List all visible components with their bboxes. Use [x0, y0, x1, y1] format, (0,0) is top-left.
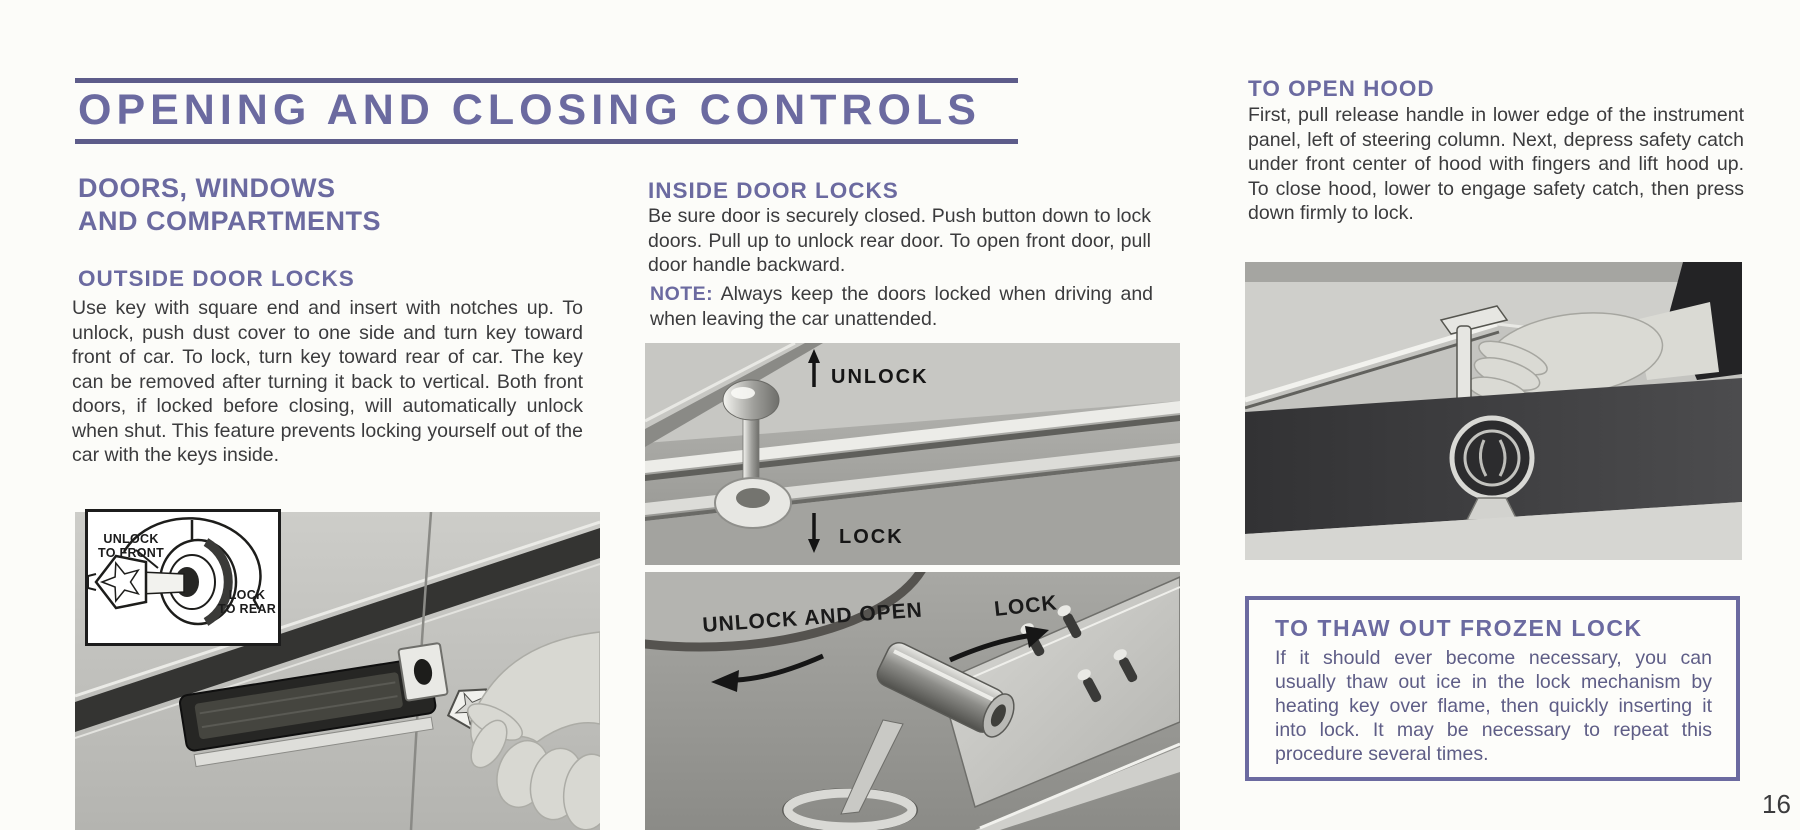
photo-label-unlock: UNLOCK	[831, 366, 929, 388]
outside-door-locks-text: Use key with square end and insert with notches up. To unlock, push dust cover to one side and turn key toward front of car. To lock, turn key toward rear of car. The key can be removed after turning it back to vertical. Both front doors, if locked before closing, will automatically unlock when shut. This feature prevents locking yourself out of the car with the keys inside.	[72, 297, 583, 466]
diagram-label-unlock	[98, 532, 164, 560]
thaw-heading: TO THAW OUT FROZEN LOCK	[1275, 615, 1643, 641]
photo-hood-latch-drawing	[1245, 262, 1742, 560]
photo-label-lock: LOCK	[839, 526, 904, 548]
photo-lock-button-drawing	[645, 343, 1180, 565]
page-title: OPENING AND CLOSING CONTROLS	[78, 86, 981, 134]
section-heading-doors-windows	[78, 172, 381, 238]
heading-to-open-hood: TO OPEN HOOD	[1248, 76, 1435, 101]
photo-hood-latch	[1245, 262, 1742, 560]
inside-door-locks-text: Be sure door is securely closed. Push button down to lock doors. Pull up to unlock rear door. To open front door, pull door handle backward.	[648, 205, 1151, 276]
thaw-box	[1245, 596, 1740, 781]
photo-inside-handle	[645, 572, 1180, 830]
section-heading-line1: DOORS, WINDOWS	[78, 173, 336, 203]
photo-lock-button	[645, 343, 1180, 565]
key-lock-diagram	[85, 509, 281, 646]
diagram-lock-line2: TO REAR	[218, 602, 277, 616]
section-heading-line2: AND COMPARTMENTS	[78, 206, 381, 236]
photo-inside-handle-drawing	[645, 572, 1180, 830]
diagram-unlock-line1: UNLOCK	[103, 532, 159, 546]
note-paragraph	[650, 282, 1153, 331]
to-open-hood-text: First, pull release handle in lower edge of the instrument panel, left of steering column. Next, depress safety catch under front center of hood with fingers and lift hood up. To close hood, lower to engage safety catch, then press down firmly to lock.	[1248, 104, 1744, 224]
title-rule-top	[75, 78, 1018, 83]
page-number: 16	[1762, 789, 1791, 819]
heading-inside-door-locks: INSIDE DOOR LOCKS	[648, 178, 899, 203]
photo-label-unlock-open: UNLOCK AND OPEN	[701, 598, 924, 637]
heading-outside-door-locks: OUTSIDE DOOR LOCKS	[78, 266, 355, 291]
diagram-label-lock	[218, 588, 276, 616]
diagram-unlock-line2: TO FRONT	[98, 546, 165, 560]
note-text: Always keep the doors locked when driving and when leaving the car unattended.	[650, 283, 1154, 330]
photo-label-lock2: LOCK	[993, 591, 1059, 621]
diagram-lock-line1: LOCK	[228, 588, 266, 602]
note-label: NOTE:	[650, 283, 714, 305]
thaw-text: If it should ever become necessary, you can usually thaw out ice in the lock mechanism by heating key over flame, then quickly inserting it into lock. It may be necessary to repeat this procedure several times.	[1275, 647, 1712, 765]
title-rule-bottom	[75, 139, 1018, 144]
